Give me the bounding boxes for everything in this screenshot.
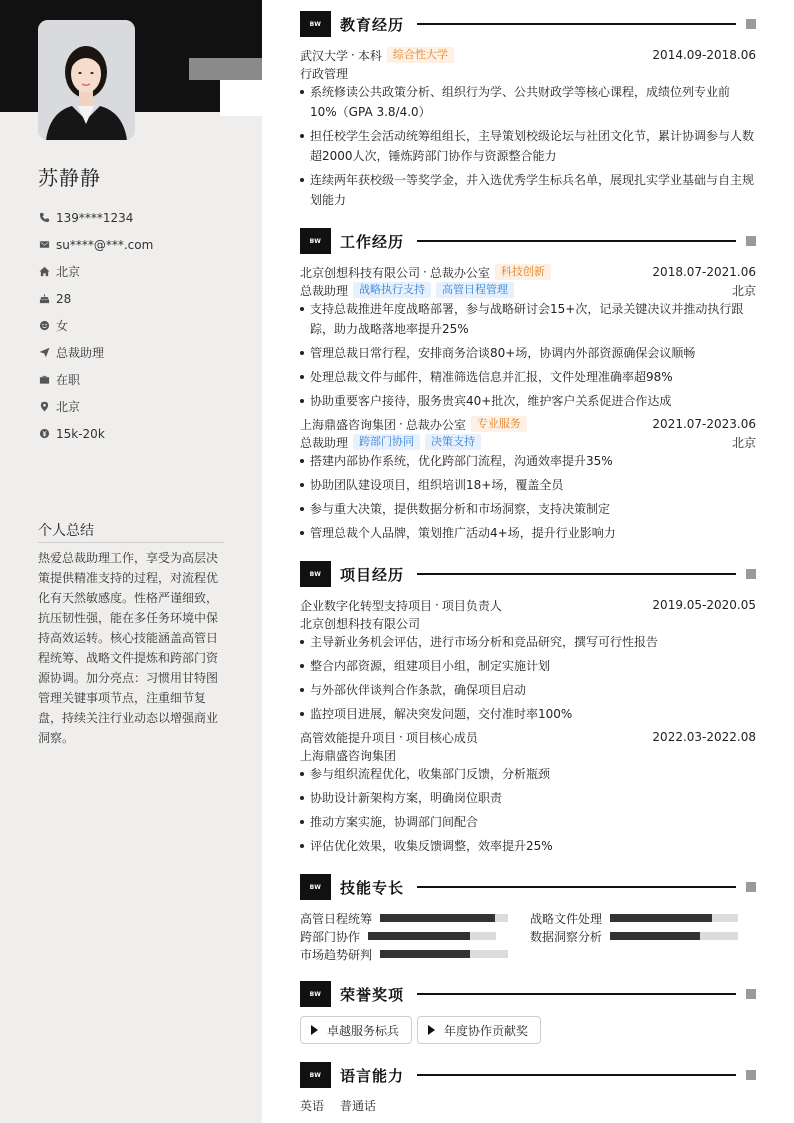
skill-item xyxy=(300,909,508,927)
sidebar xyxy=(0,0,262,1123)
job-bullets xyxy=(300,299,756,415)
role-tag: 战略执行支持 xyxy=(353,282,431,298)
award-name: 年度协作贡献奖 xyxy=(444,1023,529,1038)
project-role: 项目核心成员 xyxy=(405,730,478,745)
location-pin-icon xyxy=(38,401,50,413)
job-role-row xyxy=(300,433,756,451)
phone-text: 139****1234 xyxy=(56,210,134,225)
project-header: 企业数字化转型支持项目 · 项目负责人 2019.05-2020.05 xyxy=(300,598,756,613)
section-divider xyxy=(417,1074,736,1076)
gender-text: 女 xyxy=(56,319,69,333)
skill-bar xyxy=(368,932,496,940)
info-age xyxy=(38,285,153,312)
section-square-marker xyxy=(746,882,756,892)
briefcase-icon xyxy=(38,374,50,386)
job-date: 2021.07-2023.06 xyxy=(652,417,756,431)
company-tag: 科技创新 xyxy=(495,264,551,280)
info-salary xyxy=(38,420,153,447)
info-status xyxy=(38,366,153,393)
info-city xyxy=(38,258,153,285)
list-item: 参与重大决策，提供数据分析和市场洞察，支持决策制定 xyxy=(300,499,756,519)
skill-bar xyxy=(610,914,738,922)
list-item: 管理总裁个人品牌，策划推广活动4+场，提升行业影响力 xyxy=(300,523,756,543)
skill-bar-fill xyxy=(380,950,470,958)
job-city: 北京 xyxy=(731,435,756,450)
section-square-marker xyxy=(746,989,756,999)
status-text: 在职 xyxy=(56,373,81,387)
list-item: 评估优化效果，收集反馈调整，效率提升25% xyxy=(300,836,756,856)
project-org: 北京创想科技有限公司 xyxy=(300,616,421,631)
list-item: 处理总裁文件与邮件，精准筛选信息并汇报，文件处理准确率超98% xyxy=(300,367,756,387)
education-major-row xyxy=(300,64,756,82)
candidate-name: 苏静静 xyxy=(38,166,101,190)
school-name: 武汉大学 xyxy=(300,48,349,63)
city-text: 北京 xyxy=(56,265,81,279)
section-square-marker xyxy=(746,1070,756,1080)
job-city: 北京 xyxy=(731,283,756,298)
section-title: 教育经历 xyxy=(340,15,405,34)
email-text: su****@***.com xyxy=(56,237,154,252)
project-role: 项目负责人 xyxy=(441,598,502,613)
list-item: 主导新业务机会评估，进行市场分析和竞品研究，撰写可行性报告 xyxy=(300,632,756,652)
mail-icon xyxy=(38,239,50,251)
section-divider xyxy=(417,573,736,575)
info-location xyxy=(38,393,153,420)
section-badge: BW xyxy=(300,981,331,1007)
section-title: 技能专长 xyxy=(340,878,405,897)
portrait-image xyxy=(38,20,135,140)
job-role: 总裁助理 xyxy=(300,435,349,450)
list-item: 搭建内部协作系统，优化跨部门流程，沟通效率提升35% xyxy=(300,451,756,471)
skill-name: 跨部门协作 xyxy=(300,929,361,944)
section-divider xyxy=(417,240,736,242)
skill-bar-fill xyxy=(610,932,700,940)
job-bullets xyxy=(300,451,756,547)
info-email xyxy=(38,231,153,258)
list-item: 与外部伙伴谈判合作条款，确保项目启动 xyxy=(300,680,756,700)
section-languages-header xyxy=(300,1062,756,1088)
skill-name: 市场趋势研判 xyxy=(300,947,373,962)
education-bullets xyxy=(300,82,756,214)
section-title: 项目经历 xyxy=(340,565,405,584)
skill-name: 高管日程统筹 xyxy=(300,911,373,926)
decorative-gray-bar xyxy=(189,58,262,80)
project-header: 高管效能提升项目 · 项目核心成员 2022.03-2022.08 xyxy=(300,730,756,745)
skill-bar-fill xyxy=(380,914,495,922)
project-org-row xyxy=(300,746,756,764)
project-name: 企业数字化转型支持项目 xyxy=(300,598,433,613)
project-bullets xyxy=(300,764,756,860)
list-item: 参与组织流程优化，收集部门反馈，分析瓶颈 xyxy=(300,764,756,784)
phone-icon xyxy=(38,212,50,224)
section-badge: BW xyxy=(300,11,331,37)
role-tag: 决策支持 xyxy=(425,434,481,450)
section-projects-header xyxy=(300,561,756,587)
skill-bar xyxy=(610,932,738,940)
list-item: 监控项目进展，解决突发问题，交付准时率100% xyxy=(300,704,756,724)
gender-icon xyxy=(38,320,50,332)
skill-item xyxy=(300,945,508,963)
avatar xyxy=(38,20,135,140)
cake-icon xyxy=(38,293,50,305)
project-bullets xyxy=(300,632,756,728)
skill-name: 战略文件处理 xyxy=(530,911,603,926)
school-tag: 综合性大学 xyxy=(387,47,454,63)
position-text: 总裁助理 xyxy=(56,346,105,360)
job-role: 总裁助理 xyxy=(300,283,349,298)
section-badge: BW xyxy=(300,228,331,254)
info-position xyxy=(38,339,153,366)
location-text: 北京 xyxy=(56,400,81,414)
section-awards-header xyxy=(300,981,756,1007)
section-badge: BW xyxy=(300,1062,331,1088)
section-title: 语言能力 xyxy=(340,1066,405,1085)
home-icon xyxy=(38,266,50,278)
section-square-marker xyxy=(746,569,756,579)
company-tag: 专业服务 xyxy=(471,416,527,432)
list-item: 协助设计新架构方案，明确岗位职责 xyxy=(300,788,756,808)
section-square-marker xyxy=(746,19,756,29)
award-chip xyxy=(300,1016,412,1044)
send-icon xyxy=(38,347,50,359)
section-skills-header xyxy=(300,874,756,900)
project-date: 2022.03-2022.08 xyxy=(652,730,756,744)
list-item: 系统修读公共政策分析、组织行为学、公共财政学等核心课程，成绩位列专业前10%（GPA 3.8/4.0） xyxy=(300,82,756,122)
summary-title: 个人总结 xyxy=(38,520,224,543)
salary-icon xyxy=(38,428,50,440)
department: 总裁办公室 xyxy=(429,265,490,280)
job-header: 上海鼎盛咨询集团 · 总裁办公室 专业服务 2021.07-2023.06 xyxy=(300,417,756,432)
decorative-white-block xyxy=(220,80,262,116)
list-item: 协助重要客户接待，服务贵宾40+批次，维护客户关系促进合作达成 xyxy=(300,391,756,411)
skill-item xyxy=(530,909,738,927)
age-text: 28 xyxy=(56,291,72,306)
contact-info-list xyxy=(38,204,153,447)
play-triangle-icon xyxy=(311,1025,318,1035)
section-divider xyxy=(417,993,736,995)
company-name: 上海鼎盛咨询集团 xyxy=(300,417,397,432)
language-list xyxy=(300,1097,392,1114)
info-gender xyxy=(38,312,153,339)
award-name: 卓越服务标兵 xyxy=(327,1023,400,1038)
department: 总裁办公室 xyxy=(405,417,466,432)
skill-bar xyxy=(380,950,508,958)
list-item: 管理总裁日常行程，安排商务洽谈80+场，协调内外部资源确保会议顺畅 xyxy=(300,343,756,363)
project-date: 2019.05-2020.05 xyxy=(652,598,756,612)
list-item: 协助团队建设项目，组织培训18+场，覆盖全员 xyxy=(300,475,756,495)
job-date: 2018.07-2021.06 xyxy=(652,265,756,279)
section-title: 工作经历 xyxy=(340,232,405,251)
role-tag: 跨部门协同 xyxy=(353,434,420,450)
summary-text: 热爱总裁助理工作，享受为高层决策提供精准支持的过程，对流程优化有天然敏感度。性格严谨细致，抗压韧性强，能在多任务环境中保持高效运转。核心技能涵盖高管日程统筹、战略文件提炼和跨部门资源协调。加分亮点：习惯用甘特图管理关键事项节点，注重细节复盘，持续关注行业动态以增强商业洞察。 xyxy=(38,551,219,745)
skill-bar xyxy=(380,914,508,922)
section-divider xyxy=(417,886,736,888)
language-item: 普通话 xyxy=(340,1099,377,1113)
section-badge: BW xyxy=(300,874,331,900)
job-header: 北京创想科技有限公司 · 总裁办公室 科技创新 2018.07-2021.06 xyxy=(300,265,756,280)
section-work-header xyxy=(300,228,756,254)
project-org-row xyxy=(300,614,756,632)
list-item: 整合内部资源，组建项目小组，制定实施计划 xyxy=(300,656,756,676)
skill-item xyxy=(300,927,496,945)
list-item: 连续两年获校级一等奖学金，并入选优秀学生标兵名单，展现扎实学业基础与自主规划能力 xyxy=(300,170,756,210)
language-item: 英语 xyxy=(300,1099,325,1113)
list-item: 推动方案实施，协调部门间配合 xyxy=(300,812,756,832)
section-title: 荣誉奖项 xyxy=(340,985,405,1004)
degree: 本科 xyxy=(357,48,382,63)
section-divider xyxy=(417,23,736,25)
skill-bar-fill xyxy=(368,932,470,940)
section-education-header xyxy=(300,11,756,37)
play-triangle-icon xyxy=(428,1025,435,1035)
section-badge: BW xyxy=(300,561,331,587)
company-name: 北京创想科技有限公司 xyxy=(300,265,421,280)
skill-item xyxy=(530,927,738,945)
project-name: 高管效能提升项目 xyxy=(300,730,397,745)
skill-name: 数据洞察分析 xyxy=(530,929,603,944)
award-chip xyxy=(417,1016,541,1044)
job-role-row xyxy=(300,281,756,299)
project-org: 上海鼎盛咨询集团 xyxy=(300,748,397,763)
info-phone xyxy=(38,204,153,231)
salary-text: 15k-20k xyxy=(56,426,105,441)
list-item: 支持总裁推进年度战略部署，参与战略研讨会15+次，记录关键决议并推动执行跟踪，助力战略落地率提升25% xyxy=(300,299,756,339)
list-item: 担任校学生会活动统筹组组长，主导策划校级论坛与社团文化节，累计协调参与人数超2000人次，锤炼跨部门协作与资源整合能力 xyxy=(300,126,756,166)
role-tag: 高管日程管理 xyxy=(436,282,514,298)
skill-bar-fill xyxy=(610,914,712,922)
education-entry-header: 武汉大学 · 本科 综合性大学 2014.09-2018.06 xyxy=(300,48,756,63)
major: 行政管理 xyxy=(300,66,349,81)
education-date: 2014.09-2018.06 xyxy=(652,48,756,62)
section-square-marker xyxy=(746,236,756,246)
